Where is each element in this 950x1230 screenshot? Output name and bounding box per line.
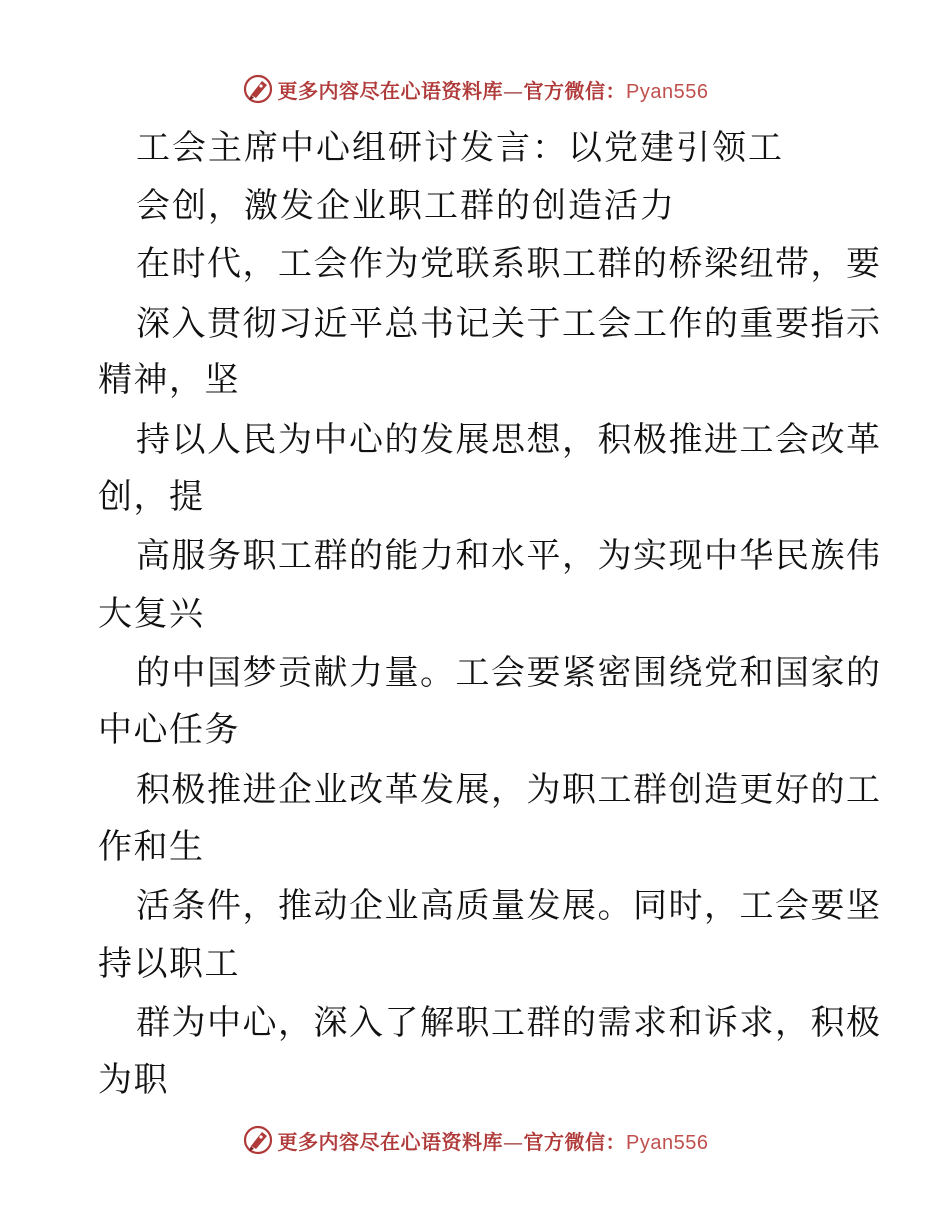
body-line: 中心任务 [98,710,240,750]
body-line: 在时代，工会作为党联系职工群的桥梁纽带，要 [136,244,882,284]
body-line: 大复兴 [98,594,205,634]
body-line: 活条件，推动企业高质量发展。同时，工会要坚 [136,886,882,926]
body-line: 群为中心，深入了解职工群的需求和诉求，积极 [136,1003,882,1043]
title-line-1: 工会主席中心组研讨发言：以党建引领工 [136,128,784,168]
banner-dash: — [503,78,524,103]
banner-wechat-id: Pyan556 [626,1131,709,1154]
pen-nib-logo-icon [242,1124,274,1156]
banner-text [278,1126,709,1155]
banner-wechat-label: 官方微信： [523,78,627,103]
body-line: 深入贯彻习近平总书记关于工会工作的重要指示 [136,304,882,344]
title-line-2: 会创，激发企业职工群的创造活力 [136,186,676,226]
body-line: 创，提 [98,477,205,517]
body-line: 积极推进企业改革发展，为职工群创造更好的工 [136,770,882,810]
body-line: 作和生 [98,827,205,867]
banner-wechat-label: 官方微信： [523,1129,627,1154]
body-line: 的中国梦贡献力量。工会要紧密围绕党和国家的 [136,653,882,693]
body-line: 为职 [98,1060,169,1100]
body-line: 精神，坚 [98,360,240,400]
banner-site-text: 更多内容尽在心语资料库 [277,1129,504,1154]
header-banner [0,72,950,106]
banner-wechat-id: Pyan556 [626,80,709,103]
footer-banner [0,1123,950,1157]
banner-text [278,75,709,104]
body-line: 持以人民为中心的发展思想，积极推进工会改革 [136,420,882,460]
banner-site-text: 更多内容尽在心语资料库 [277,78,504,103]
body-line: 持以职工 [98,944,240,984]
body-line: 高服务职工群的能力和水平，为实现中华民族伟 [136,536,882,576]
banner-dash: — [503,1129,524,1154]
pen-nib-logo-icon [242,73,274,105]
